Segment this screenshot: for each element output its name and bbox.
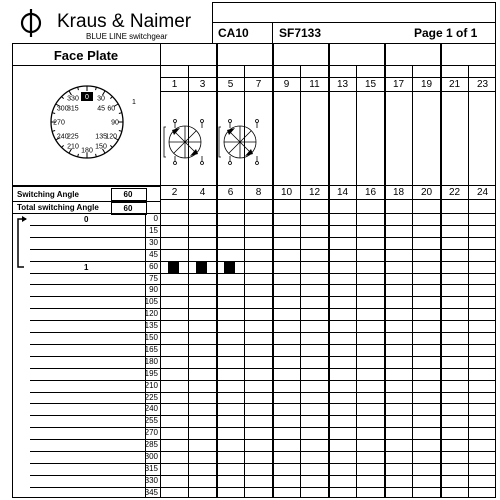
- position-range-bracket: [14, 215, 30, 271]
- closed-contact-6: [224, 262, 235, 273]
- contact-bottom-14: 14: [336, 187, 349, 198]
- dial-label-1: 1: [132, 99, 136, 106]
- angle-row-165: 165: [144, 345, 158, 354]
- contact-top-9: 9: [283, 79, 290, 90]
- dial-label-315: 315: [67, 105, 79, 113]
- dial-label-270: 270: [53, 119, 65, 127]
- contact-bottom-8: 8: [255, 187, 262, 198]
- contact-bottom-22: 22: [448, 187, 461, 198]
- contact-top-17: 17: [392, 79, 405, 90]
- contact-top-13: 13: [336, 79, 349, 90]
- angle-row-30: 30: [149, 238, 158, 247]
- switching-angle-label: Switching Angle: [17, 190, 79, 199]
- angle-row-285: 285: [144, 440, 158, 449]
- position-label-1: 1: [84, 263, 89, 272]
- angle-row-180: 180: [144, 357, 158, 366]
- rotary-dial: [12, 66, 160, 186]
- page-indicator: Page 1 of 1: [414, 26, 478, 40]
- contact-top-5: 5: [227, 79, 234, 90]
- contact-top-19: 19: [420, 79, 433, 90]
- angle-row-135: 135: [144, 321, 158, 330]
- contact-bottom-10: 10: [280, 187, 293, 198]
- angle-row-150: 150: [144, 333, 158, 342]
- contact-top-1: 1: [171, 79, 178, 90]
- angle-row-105: 105: [144, 297, 158, 306]
- brand-name: Kraus & Naimer: [57, 11, 192, 32]
- svg-text:0: 0: [85, 94, 89, 101]
- total-switching-angle-value: 60: [123, 204, 133, 213]
- brand-tagline: BLUE LINE switchgear: [86, 32, 168, 41]
- angle-row-240: 240: [144, 404, 158, 413]
- dial-label-225: 225: [67, 133, 79, 141]
- contact-bottom-4: 4: [199, 187, 206, 198]
- position-label-0: 0: [84, 215, 89, 224]
- angle-row-345: 345: [144, 488, 158, 497]
- phi-logo-icon: [18, 8, 44, 38]
- dial-label-300: 300: [56, 105, 69, 113]
- closed-contact-4: [196, 262, 207, 273]
- contact-top-23: 23: [476, 79, 489, 90]
- dial-label-180: 180: [81, 147, 93, 155]
- contact-bottom-12: 12: [308, 187, 321, 198]
- program-number: SF7133: [279, 26, 322, 40]
- contact-bottom-20: 20: [420, 187, 433, 198]
- contact-top-7: 7: [255, 79, 262, 90]
- contact-bottom-24: 24: [476, 187, 489, 198]
- angle-row-270: 270: [144, 428, 158, 437]
- dial-label-150: 150: [95, 143, 107, 151]
- face-plate-title: Face Plate: [53, 48, 119, 63]
- contact-top-15: 15: [364, 79, 377, 90]
- angle-row-330: 330: [144, 476, 158, 485]
- angle-row-120: 120: [144, 309, 158, 318]
- contact-bottom-16: 16: [364, 187, 377, 198]
- total-switching-angle-label: Total switching Angle: [17, 203, 99, 212]
- dial-label-135: 135: [95, 133, 107, 141]
- angle-row-15: 15: [149, 226, 158, 235]
- angle-row-195: 195: [144, 369, 158, 378]
- angle-row-315: 315: [144, 464, 158, 473]
- dial-label-120: 120: [105, 133, 118, 141]
- dial-label-60: 60: [107, 105, 116, 113]
- angle-row-75: 75: [149, 274, 158, 283]
- dial-label-330: 330: [67, 95, 79, 103]
- contact-bottom-6: 6: [227, 187, 234, 198]
- angle-row-300: 300: [144, 452, 158, 461]
- closed-contact-2: [168, 262, 179, 273]
- angle-row-225: 225: [144, 393, 158, 402]
- angle-row-210: 210: [144, 381, 158, 390]
- contact-bottom-2: 2: [171, 187, 178, 198]
- angle-row-255: 255: [144, 416, 158, 425]
- angle-row-60: 60: [149, 262, 158, 271]
- angle-row-45: 45: [149, 250, 158, 259]
- dial-label-90: 90: [111, 119, 119, 127]
- dial-label-210: 210: [67, 143, 79, 151]
- model-number: CA10: [218, 26, 249, 40]
- dial-label-30: 30: [97, 95, 105, 103]
- angle-row-90: 90: [149, 285, 158, 294]
- dial-label-240: 240: [56, 133, 69, 141]
- switching-angle-value: 60: [123, 190, 133, 199]
- contact-top-21: 21: [448, 79, 461, 90]
- contact-top-11: 11: [309, 79, 320, 90]
- dial-label-45: 45: [97, 105, 106, 113]
- contact-top-3: 3: [199, 79, 206, 90]
- contact-bottom-18: 18: [392, 187, 405, 198]
- angle-row-0: 0: [153, 214, 158, 223]
